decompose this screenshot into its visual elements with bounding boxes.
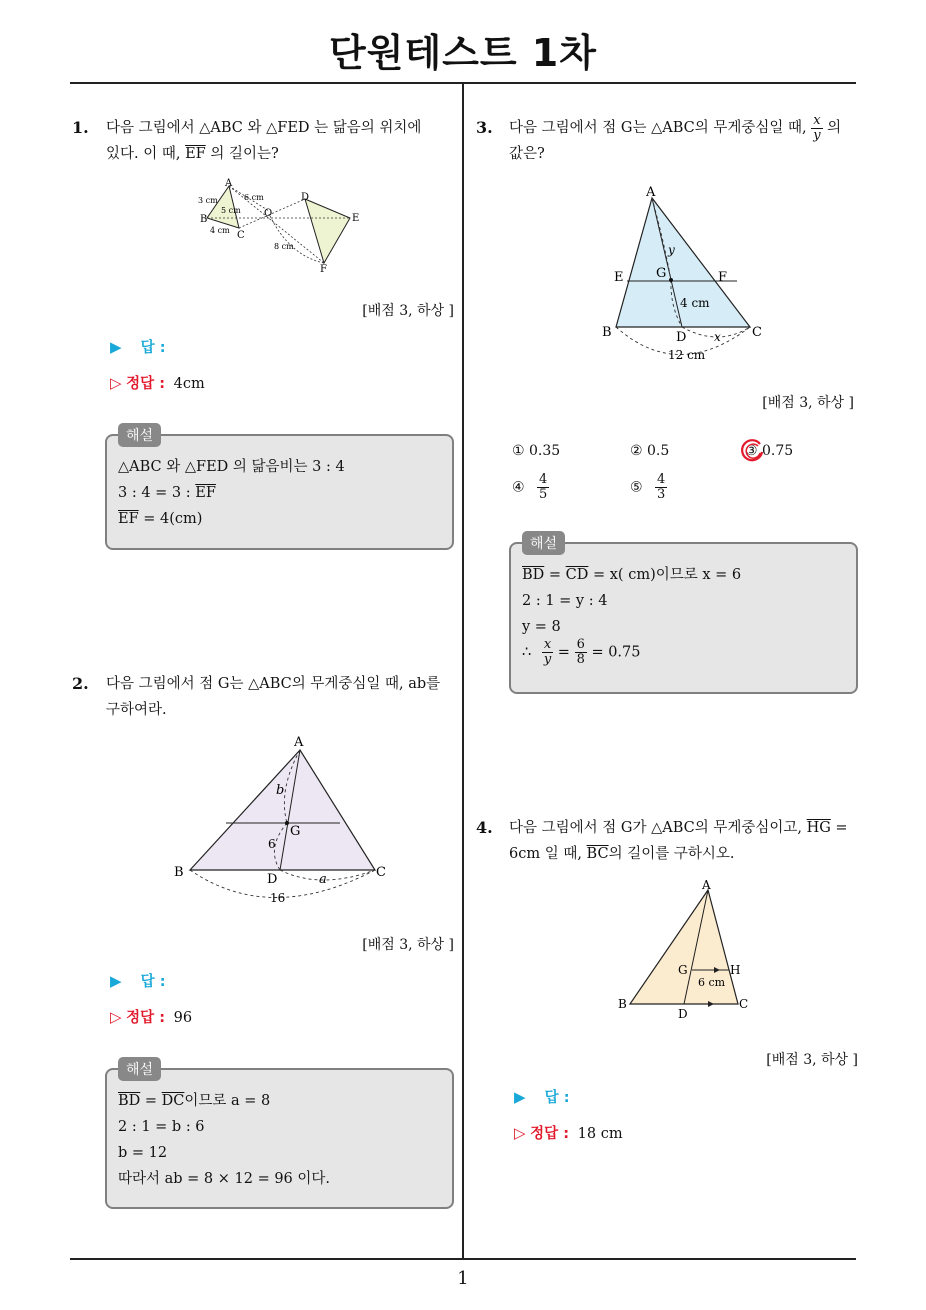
q3-score: [배점 3, 하상 ]	[762, 395, 854, 411]
q4-label-b: B	[618, 997, 627, 1011]
q3-line1: 다음 그림에서 점 G는 △ABC의 무게중심일 때, $\frac{x}{y}$ 의	[509, 112, 842, 143]
column-divider	[462, 83, 464, 1260]
q2-exp-line4: 따라서 ab = 8 × 12 = 96 이다.	[118, 1171, 331, 1187]
q3-label-y: y	[668, 243, 675, 257]
q2-explanation-tag: 해설	[118, 1057, 161, 1081]
q2-label-d: D	[267, 872, 278, 887]
q1-number: 1.	[72, 118, 89, 137]
q4-label-h: H	[730, 963, 741, 977]
q1-correct-label: 정답 :	[126, 376, 166, 392]
q3-label-four: 4 cm	[680, 296, 710, 310]
q1-label-c: C	[237, 230, 245, 241]
q1-correct-value: 4cm	[173, 376, 205, 392]
q2-label-c: C	[376, 865, 386, 880]
q4-answer-label: 답 :	[544, 1090, 570, 1106]
q1-label-e: E	[352, 213, 360, 224]
q3-label-d: D	[676, 330, 687, 345]
answer-arrow-icon: ▶	[110, 338, 122, 356]
q1-correct-row	[110, 372, 205, 393]
q4-line1: 다음 그림에서 점 G가 △ABC의 무게중심이고, $\overline{HG}$ =	[509, 820, 848, 836]
q1-line1: 다음 그림에서 △ABC 와 △FED 는 닮음의 위치에	[106, 120, 422, 136]
q1-label-d: D	[301, 192, 310, 203]
q1-label-b: B	[200, 214, 208, 225]
q2-explanation-text	[118, 1088, 330, 1192]
q2-figure	[170, 730, 390, 910]
q1-exp-line3: $\overline{EF} = 4(cm)$	[118, 511, 203, 527]
correct-arrow-icon: ▷	[110, 374, 122, 392]
correct-arrow-icon: ▷	[110, 1008, 122, 1026]
q2-score: [배점 3, 하상 ]	[362, 937, 454, 953]
correct-arrow-icon: ▷	[514, 1124, 526, 1142]
q1-len-bo: 5 cm	[221, 206, 241, 215]
q2-label-a: A	[294, 735, 304, 750]
q3-frac: $\frac{x}{y}$	[813, 112, 821, 143]
q3-label-e: E	[614, 270, 624, 285]
q2-exp-line1: $\overline{BD} = \overline{DC}$이므로 a = 8	[118, 1093, 271, 1109]
q2-correct-label: 정답 :	[126, 1010, 166, 1026]
q4-line2: 6cm 일 때, $\overline{BC}$의 길이를 구하시오.	[509, 846, 735, 862]
q4-correct-value: 18 cm	[577, 1126, 623, 1142]
q1-len-of: 8 cm	[274, 242, 294, 251]
q1-exp-line2: 3 : 4 = 3 : $\overline{EF}$	[118, 485, 216, 501]
q2-label-a-var: a	[319, 872, 327, 887]
q3-choice-3[interactable]: ③ 0.75	[745, 443, 794, 459]
q2-correct-value: 96	[173, 1010, 193, 1026]
q1-exp-line1: △ABC 와 △FED 의 닮음비는 3 : 4	[118, 459, 345, 475]
q3-label-a: A	[646, 185, 656, 200]
q3-label-b: B	[602, 325, 612, 340]
q4-label-a: A	[702, 878, 711, 892]
q1-label-a: A	[225, 178, 233, 189]
q3-label-f: F	[718, 270, 728, 285]
q4-label-g: G	[678, 963, 688, 977]
answer-arrow-icon: ▶	[514, 1088, 526, 1106]
q2-exp-line3: b = 12	[118, 1145, 168, 1161]
q3-explanation-text	[522, 562, 741, 667]
q3-label-g: G	[656, 266, 667, 281]
q1-triangle-fed	[305, 199, 350, 263]
q2-correct-row	[110, 1006, 192, 1027]
q3-number: 3.	[476, 118, 493, 137]
q4-question	[509, 812, 861, 870]
q3-choice-1[interactable]: ① 0.35	[512, 443, 561, 459]
page-title: 단원테스트 1차	[329, 31, 597, 75]
q3-label-x: x	[714, 330, 721, 344]
q1-answer-row	[110, 336, 166, 357]
q1-len-ao: 6 cm	[244, 193, 264, 202]
q4-score: [배점 3, 하상 ]	[766, 1052, 858, 1068]
q4-answer-row	[514, 1086, 570, 1107]
q3-figure	[598, 182, 774, 370]
q1-explanation-text	[118, 454, 345, 532]
q2-label-b: B	[174, 865, 184, 880]
q2-answer-label: 답 :	[140, 974, 166, 990]
q3-choice-2[interactable]: ② 0.5	[630, 443, 670, 459]
q4-label-c: C	[739, 997, 749, 1011]
q4-correct-row	[514, 1122, 623, 1143]
q1-explanation-tag: 해설	[118, 423, 161, 447]
q3-question	[509, 112, 859, 170]
q3-choice-4[interactable]: ④ $\frac{4}{5}$	[512, 472, 548, 502]
q3-exp-line4: ∴ $\frac{x}{y}$ = $\frac{6}{8}$ = 0.75	[522, 637, 641, 667]
q2-number: 2.	[72, 674, 89, 693]
q2-label-g: G	[290, 824, 301, 839]
q1-figure	[190, 176, 370, 276]
q1-label-f: F	[320, 264, 327, 275]
q1-question	[106, 112, 458, 170]
q2-answer-row	[110, 970, 166, 991]
q3-line2: 값은?	[509, 146, 545, 162]
q4-number: 4.	[476, 818, 493, 837]
q1-len-bc: 4 cm	[210, 226, 230, 235]
q1-len-ab: 3 cm	[198, 196, 218, 205]
q3-exp-line2: 2 : 1 = y : 4	[522, 593, 608, 609]
q4-correct-label: 정답 :	[530, 1126, 570, 1142]
selected-circle-icon	[738, 436, 768, 466]
bottom-rule	[70, 1258, 856, 1260]
answer-arrow-icon: ▶	[110, 972, 122, 990]
q3-exp-line3: y = 8	[522, 619, 561, 635]
page-number: 1	[457, 1268, 469, 1289]
q4-figure	[612, 874, 762, 1024]
q3-choice-5[interactable]: ⑤ $\frac{4}{3}$	[630, 472, 666, 502]
q1-score: [배점 3, 하상 ]	[362, 303, 454, 319]
q2-question	[106, 668, 458, 726]
q2-line1: 다음 그림에서 점 G는 △ABC의 무게중심일 때, ab를	[106, 676, 441, 692]
q1-answer-label: 답 :	[140, 340, 166, 356]
q3-label-c: C	[752, 325, 762, 340]
q2-label-b-var: b	[276, 783, 285, 798]
q2-label-six: 6	[268, 837, 276, 851]
q2-line2: 구하여라.	[106, 702, 167, 718]
q4-label-six: 6 cm	[698, 976, 726, 989]
q3-explanation-tag: 해설	[522, 531, 565, 555]
q3-label-twelve: 12 cm	[668, 348, 706, 362]
q2-exp-line2: 2 : 1 = b : 6	[118, 1119, 205, 1135]
q1-label-o: O	[264, 208, 273, 219]
q1-line2: 있다. 이 때, $\overline{EF}$ 의 길이는?	[106, 146, 279, 162]
q2-label-sixteen: 16	[270, 891, 286, 905]
q3-exp-line1: $\overline{BD} = \overline{CD} = x$( cm)이므로 x = 6	[522, 567, 742, 583]
q4-label-d: D	[678, 1007, 688, 1021]
